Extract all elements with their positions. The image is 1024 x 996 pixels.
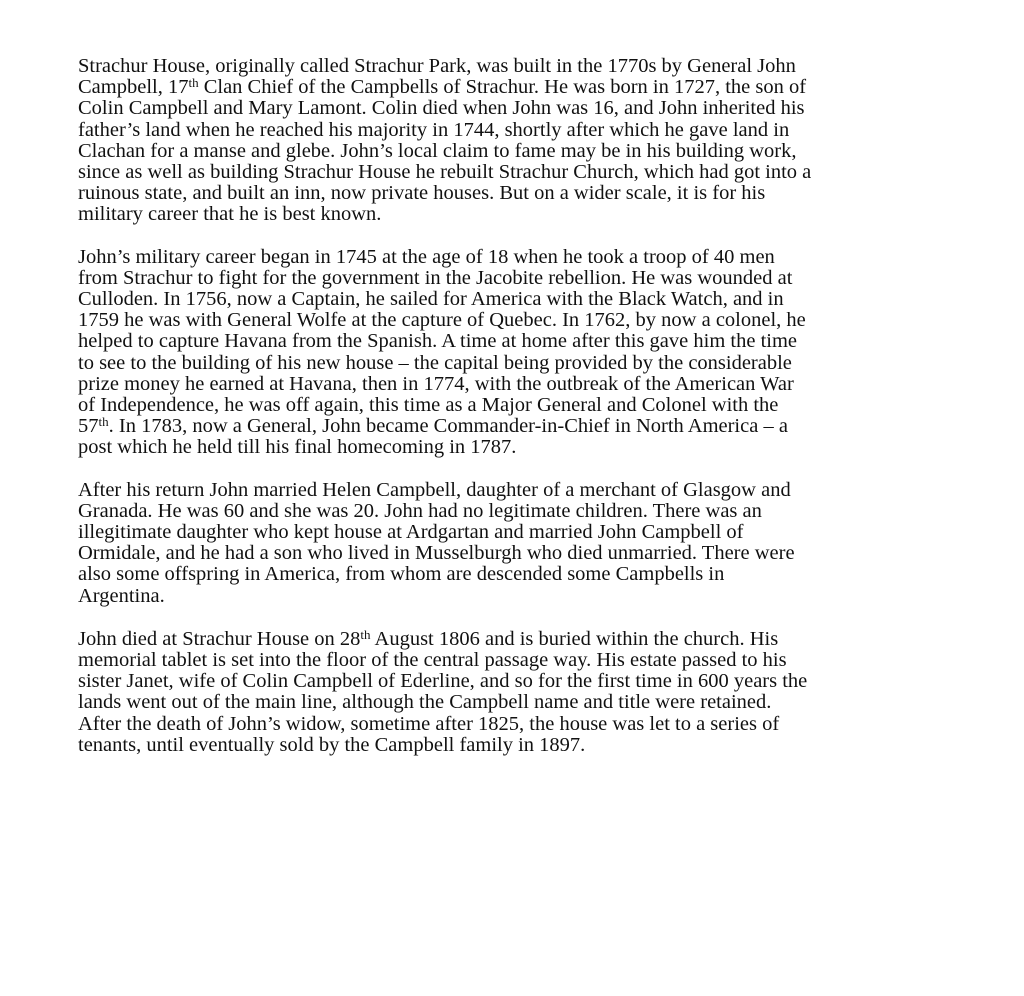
paragraph-2-line-1 xyxy=(78,247,978,268)
paragraph-2-line-8 xyxy=(78,395,978,416)
text-run: 1759 he was with General Wolfe at the capture of Quebec. In 1762, by now a colonel, he xyxy=(78,309,806,332)
text-run: August 1806 and is buried within the church. His xyxy=(370,627,779,650)
superscript-ordinal: th xyxy=(98,414,109,430)
text-run: father’s land when he reached his majority in 1744, shortly after which he gave land in xyxy=(78,118,790,141)
text-run: Argentina. xyxy=(78,584,165,607)
text-run: Clan Chief of the Campbells of Strachur. He was born in 1727, the son of xyxy=(198,76,807,99)
paragraph-4-line-2 xyxy=(78,650,978,671)
paragraph-3-line-3 xyxy=(78,522,978,543)
paragraph-3-line-4 xyxy=(78,543,978,564)
paragraph-1 xyxy=(78,56,978,226)
text-run: since as well as building Strachur House he rebuilt Strachur Church, which had got into a xyxy=(78,161,812,184)
paragraph-4-line-6 xyxy=(78,735,978,756)
paragraph-4-line-5 xyxy=(78,714,978,735)
paragraph-3-line-1 xyxy=(78,480,978,501)
text-run: to see to the building of his new house – the capital being provided by the considerable xyxy=(78,351,792,374)
document-body xyxy=(78,56,978,756)
paragraph-4 xyxy=(78,626,978,756)
paragraph-1-line-2 xyxy=(78,77,978,98)
text-run: illegitimate daughter who kept house at Ardgartan and married John Campbell of xyxy=(78,521,744,544)
text-run: After his return John married Helen Campbell, daughter of a merchant of Glasgow and xyxy=(78,478,791,501)
paragraph-4-line-4 xyxy=(78,692,978,713)
paragraph-2-line-9 xyxy=(78,416,978,437)
text-run: tenants, until eventually sold by the Campbell family in 1897. xyxy=(78,733,586,756)
text-run: 57 xyxy=(78,415,99,438)
paragraph-1-line-4 xyxy=(78,120,978,141)
text-run: Granada. He was 60 and she was 20. John had no legitimate children. There was an xyxy=(78,499,762,522)
paragraph-2-line-4 xyxy=(78,310,978,331)
paragraph-3-line-2 xyxy=(78,501,978,522)
text-run: Clachan for a manse and glebe. John’s local claim to fame may be in his building work, xyxy=(78,139,797,162)
text-run: also some offspring in America, from whom are descended some Campbells in xyxy=(78,563,725,586)
paragraph-2-line-6 xyxy=(78,353,978,374)
text-run: John’s military career began in 1745 at the age of 18 when he took a troop of 40 men xyxy=(78,245,775,268)
text-run: post which he held till his final homecoming in 1787. xyxy=(78,436,517,459)
paragraph-2-line-7 xyxy=(78,374,978,395)
paragraph-2-line-5 xyxy=(78,331,978,352)
paragraph-3 xyxy=(78,480,978,607)
text-run: memorial tablet is set into the floor of the central passage way. His estate passed to his xyxy=(78,649,787,672)
superscript-ordinal: th xyxy=(360,626,371,642)
paragraph-2-line-2 xyxy=(78,268,978,289)
paragraph-1-line-8 xyxy=(78,204,978,225)
text-run: John died at Strachur House on 28 xyxy=(78,627,361,650)
paragraph-2-line-3 xyxy=(78,289,978,310)
text-run: from Strachur to fight for the government in the Jacobite rebellion. He was wounded at xyxy=(78,266,793,289)
text-run: lands went out of the main line, although the Campbell name and title were retained. xyxy=(78,691,772,714)
text-run: Campbell, 17 xyxy=(78,76,189,99)
paragraph-1-line-6 xyxy=(78,162,978,183)
paragraph-1-line-1 xyxy=(78,56,978,77)
text-run: . In 1783, now a General, John became Commander-in-Chief in North America – a xyxy=(108,415,788,438)
text-run: Colin Campbell and Mary Lamont. Colin died when John was 16, and John inherited his xyxy=(78,97,805,120)
paragraph-1-line-7 xyxy=(78,183,978,204)
text-run: Strachur House, originally called Strachur Park, was built in the 1770s by General John xyxy=(78,55,796,77)
paragraph-4-line-1 xyxy=(78,626,978,650)
text-run: helped to capture Havana from the Spanish. A time at home after this gave him the time xyxy=(78,330,798,353)
paragraph-3-line-6 xyxy=(78,586,978,607)
paragraph-1-line-5 xyxy=(78,141,978,162)
text-run: prize money he earned at Havana, then in 1774, with the outbreak of the American War xyxy=(78,372,794,395)
text-run: sister Janet, wife of Colin Campbell of Ederline, and so for the first time in 600 years the xyxy=(78,670,808,693)
text-run: Culloden. In 1756, now a Captain, he sailed for America with the Black Watch, and in xyxy=(78,288,784,311)
text-run: After the death of John’s widow, sometime after 1825, the house was let to a series of xyxy=(78,712,780,735)
paragraph-4-line-3 xyxy=(78,671,978,692)
text-run: of Independence, he was off again, this time as a Major General and Colonel with the xyxy=(78,394,779,417)
paragraph-2 xyxy=(78,247,978,459)
text-run: ruinous state, and built an inn, now private houses. But on a wider scale, it is for his xyxy=(78,182,766,205)
paragraph-2-line-10 xyxy=(78,437,978,458)
paragraph-3-line-5 xyxy=(78,564,978,585)
text-run: military career that he is best known. xyxy=(78,203,382,226)
text-run: Ormidale, and he had a son who lived in Musselburgh who died unmarried. There were xyxy=(78,542,795,565)
paragraph-1-line-3 xyxy=(78,98,978,119)
superscript-ordinal: th xyxy=(188,75,199,91)
